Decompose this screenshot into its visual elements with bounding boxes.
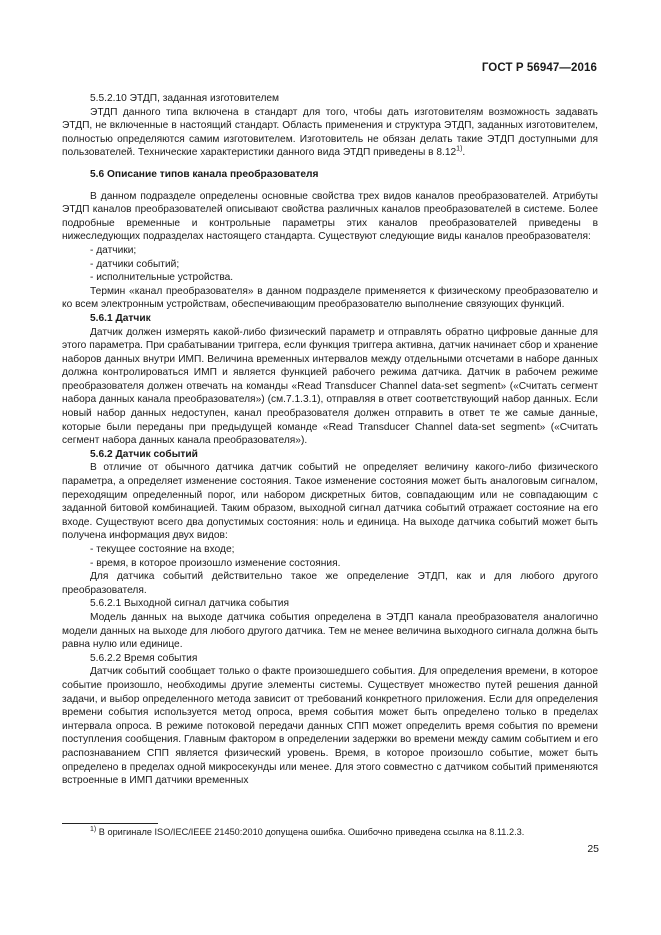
section-heading <box>62 597 598 611</box>
paragraph <box>62 461 598 543</box>
paragraph <box>62 326 598 448</box>
paragraph <box>62 285 598 312</box>
text: 5.6.2.2 Время события <box>90 652 198 664</box>
text: 5.6 Описание типов канала преобразователя <box>90 168 319 180</box>
text: - исполнительные устройства. <box>90 272 234 284</box>
paragraph <box>62 106 598 160</box>
text: Термин «канал преобразователя» в данном подразделе применяется к физическому преобразователю и ко всем электронным устройствам, обеспечивающим преобразователю выполнение связующих функций. <box>62 285 598 311</box>
footnote-mark: 1) <box>90 825 97 833</box>
list-item <box>62 543 598 557</box>
text: - текущее состояние на входе; <box>90 544 235 555</box>
text: - датчики; <box>90 244 137 256</box>
text: . <box>462 147 466 159</box>
document-body <box>62 92 598 788</box>
paragraph <box>62 665 598 787</box>
text: - время, в которое произошло изменение состояния. <box>90 557 341 569</box>
paragraph <box>62 190 598 244</box>
document-code: ГОСТ Р 56947—2016 <box>481 62 597 74</box>
footnote-text: В оригинале ISO/IEC/IEEE 21450:2010 допущена ошибка. Ошибочно приведена ссылка на 8.11.2.3. <box>96 827 525 837</box>
text: В данном подразделе определены основные свойства трех видов каналов преобразователей. Атрибуты ЭТДП каналов преобразователей описывают свойства различных каналов преобразователей в системе. Более подробные временные и контрольные параметры этих каналов преобразователей приведены в нижеследующих подразделах настоящего стандарта. Существуют следующие виды каналов преобразователя: <box>62 190 598 243</box>
page-number: 25 <box>587 843 599 855</box>
section-heading <box>62 652 598 666</box>
footnote-separator <box>62 823 158 824</box>
text: 5.5.2.10 ЭТДП, заданная изготовителем <box>90 93 280 104</box>
section-heading <box>62 168 598 182</box>
text: 5.6.1 Датчик <box>90 312 151 324</box>
text: - датчики событий; <box>90 258 180 270</box>
section-heading <box>62 92 598 106</box>
text: Для датчика событий действительно такое же определение ЭТДП, как и для любого другого преобразователя. <box>62 571 598 596</box>
text: Модель данных на выходе датчика события определена в ЭТДП канала преобразователя аналогично модели данных на выходе для любого другого датчика. Тем не менее величина выходного сигнала должна быть равна нулю или единице. <box>62 611 598 651</box>
text: 5.6.2.1 Выходной сигнал датчика события <box>90 598 289 610</box>
footnote-ref: 1) <box>456 145 463 153</box>
list-item <box>62 244 598 258</box>
text: ЭТДП данного типа включена в стандарт для того, чтобы дать изготовителям возможность задавать ЭТДП, не включенные в настоящий стандарт. Область применения и структура ЭТДП, заданных изготовителем, полностью определяются самим изготовителем. Изготовитель не обязан делать такие ЭТДП доступными для пользователей. Технические характеристики данного вида ЭТДП приведены в 8.12 <box>62 106 598 159</box>
paragraph <box>62 611 598 652</box>
text: Датчик должен измерять какой-либо физический параметр и отправлять обратно цифровые данные для этого параметра. При срабатывании триггера, если функция триггера активна, датчик начинает сбор и хранение наборов данных внутри ИМП. Величина временных интервалов между отдельными отсчетами в наборе данных должна контролироваться ИМП и является функцией рабочего режима датчика. Датчик в рабочем режиме преобразователя должен отвечать на команды «Read Transducer Channel data-set segment» («Считать сегмент набора данных канала преобразователя») (см.7.1.3.1), отправляя в ответ соответствующий набор данных. Если новый набор данных недоступен, канал преобразователя должен отправить в ответ те же самые данные, которые были переданы при предыдущей команде «Read Transducer Channel data-set segment» («Считать сегмент набора данных канала преобразователя»). <box>62 326 598 447</box>
text: Датчик событий сообщает только о факте произошедшего события. Для определения времени, в которое событие произошло, необходимы другие элементы системы. Существует множество путей решения данной задачи, и выбор определенного метода зависит от требований конкретного приложения. Если для определения времени события используется метод опроса, время события может быть определено только в пределах интервала опроса. В режиме потоковой передачи данных СПП может определить время события по времени поступления сообщения. Главным фактором в определении задержки во времени между самим событием и его распознаванием СПП является физический уровень. Время, в которое произошло событие, может быть определено в пределах одной микросекунды или менее. Для этого совместно с датчиком событий применяются встроенные в ИМП датчики временных <box>62 666 598 787</box>
list-item <box>62 258 598 272</box>
section-heading <box>62 312 598 326</box>
text: 5.6.2 Датчик событий <box>90 448 198 460</box>
footnote <box>90 826 524 838</box>
list-item <box>62 271 598 285</box>
paragraph <box>62 570 598 597</box>
text: В отличие от обычного датчика датчик событий не определяет величину какого-либо физического параметра, а определяет изменение состояния. Такое изменение состояния может быть аналоговым сигналом, переходящим определенный порог, или набором дискретных битов, совпадающим или не совпадающим с заданной битовой комбинацией. Таким образом, выходной сигнал датчика событий отражает состояние на его входе. Существуют всего два допустимых состояния: ноль и единица. На выходе датчика событий может быть получена информация двух видов: <box>62 462 598 542</box>
section-heading <box>62 448 598 462</box>
list-item <box>62 557 598 571</box>
